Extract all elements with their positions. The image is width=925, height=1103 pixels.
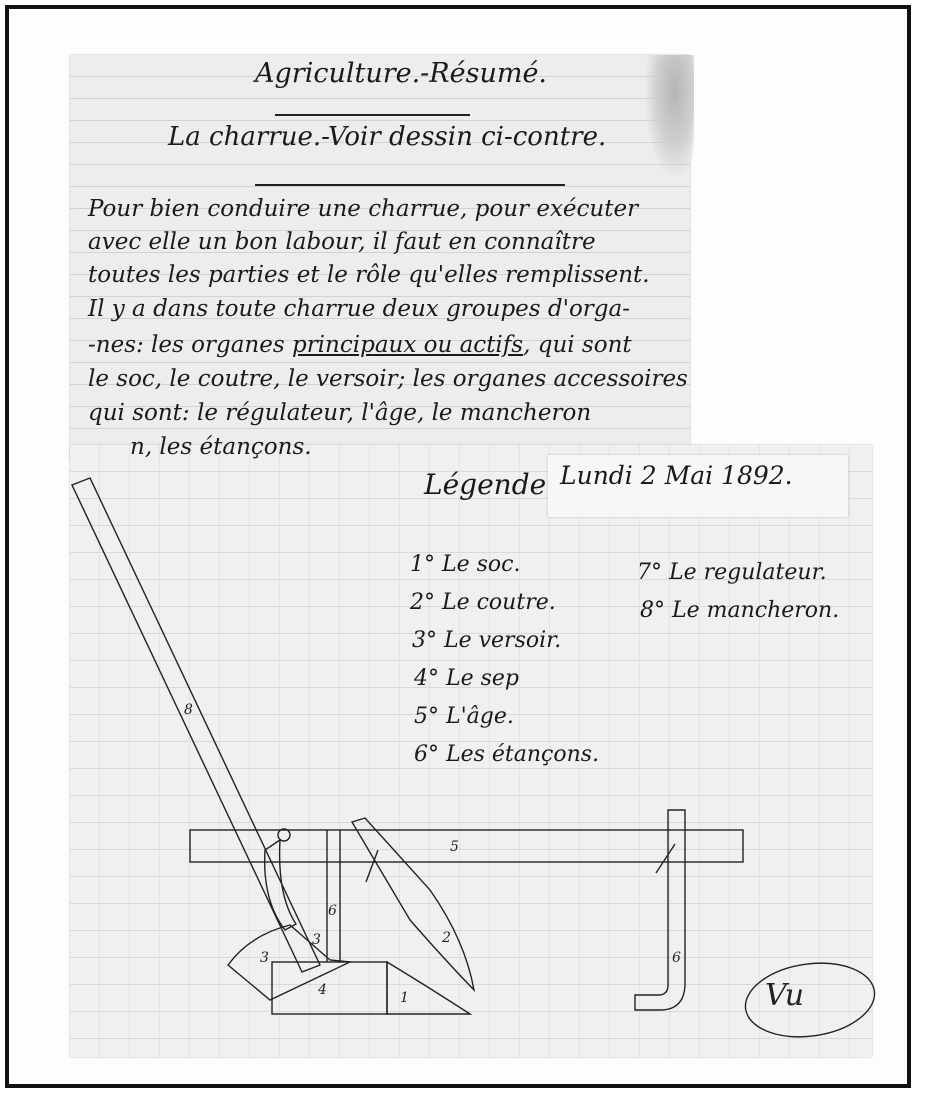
- diagram-label-7: 6: [672, 950, 681, 966]
- bleed-through-margin: [709, 129, 819, 389]
- legend-item-5: 5° L'âge.: [414, 704, 514, 729]
- signature-text: Vu: [765, 978, 805, 1013]
- diagram-label-3b: 3: [312, 932, 321, 948]
- paper-stain: [646, 55, 694, 175]
- diagram-label-2: 2: [442, 930, 451, 946]
- legend-item-3: 3° Le versoir.: [412, 628, 562, 653]
- legend-title: Légende: [424, 468, 547, 501]
- diagram-label-5: 5: [450, 839, 459, 855]
- date-slip: [548, 455, 848, 517]
- paragraph-line-2: avec elle un bon labour, il faut en connaître: [88, 229, 596, 255]
- date-text: Lundi 2 Mai 1892.: [560, 461, 793, 490]
- legend-item-8: 8° Le mancheron.: [640, 598, 840, 623]
- line5-before: -nes: les organes: [88, 332, 292, 358]
- legend-item-2: 2° Le coutre.: [410, 590, 556, 615]
- paragraph-line-5: [88, 332, 632, 358]
- legend-item-4: 4° Le sep: [414, 666, 520, 691]
- paragraph-line-7: qui sont: le régulateur, l'âge, le mancheron: [88, 400, 592, 426]
- line5-underlined: principaux ou actifs: [291, 332, 524, 358]
- legend-item-7: 7° Le regulateur.: [637, 560, 827, 585]
- paragraph-line-1: Pour bien conduire une charrue, pour exécuter: [88, 196, 639, 222]
- document-subtitle: La charrue.-Voir dessin ci-contre.: [168, 122, 607, 152]
- paragraph-line-8: n, les étançons.: [130, 434, 312, 460]
- diagram-label-6: 6: [328, 903, 337, 919]
- line5-after: , qui sont: [523, 332, 632, 358]
- legend-item-1: 1° Le soc.: [410, 552, 521, 577]
- paragraph-line-4: Il y a dans toute charrue deux groupes d'orga-: [88, 296, 630, 322]
- paragraph-line-3: toutes les parties et le rôle qu'elles remplissent.: [88, 262, 650, 288]
- title-rule: [275, 114, 470, 116]
- paragraph-line-6: le soc, le coutre, le versoir; les organes accessoires: [88, 366, 688, 392]
- diagram-label-4: 4: [318, 982, 327, 998]
- diagram-label-8: 8: [184, 702, 193, 718]
- diagram-label-3a: 3: [260, 950, 269, 966]
- legend-item-6: 6° Les étançons.: [414, 742, 600, 767]
- document-title: Agriculture.-Résumé.: [255, 58, 548, 89]
- subtitle-rule: [255, 184, 565, 186]
- diagram-label-1: 1: [400, 990, 409, 1006]
